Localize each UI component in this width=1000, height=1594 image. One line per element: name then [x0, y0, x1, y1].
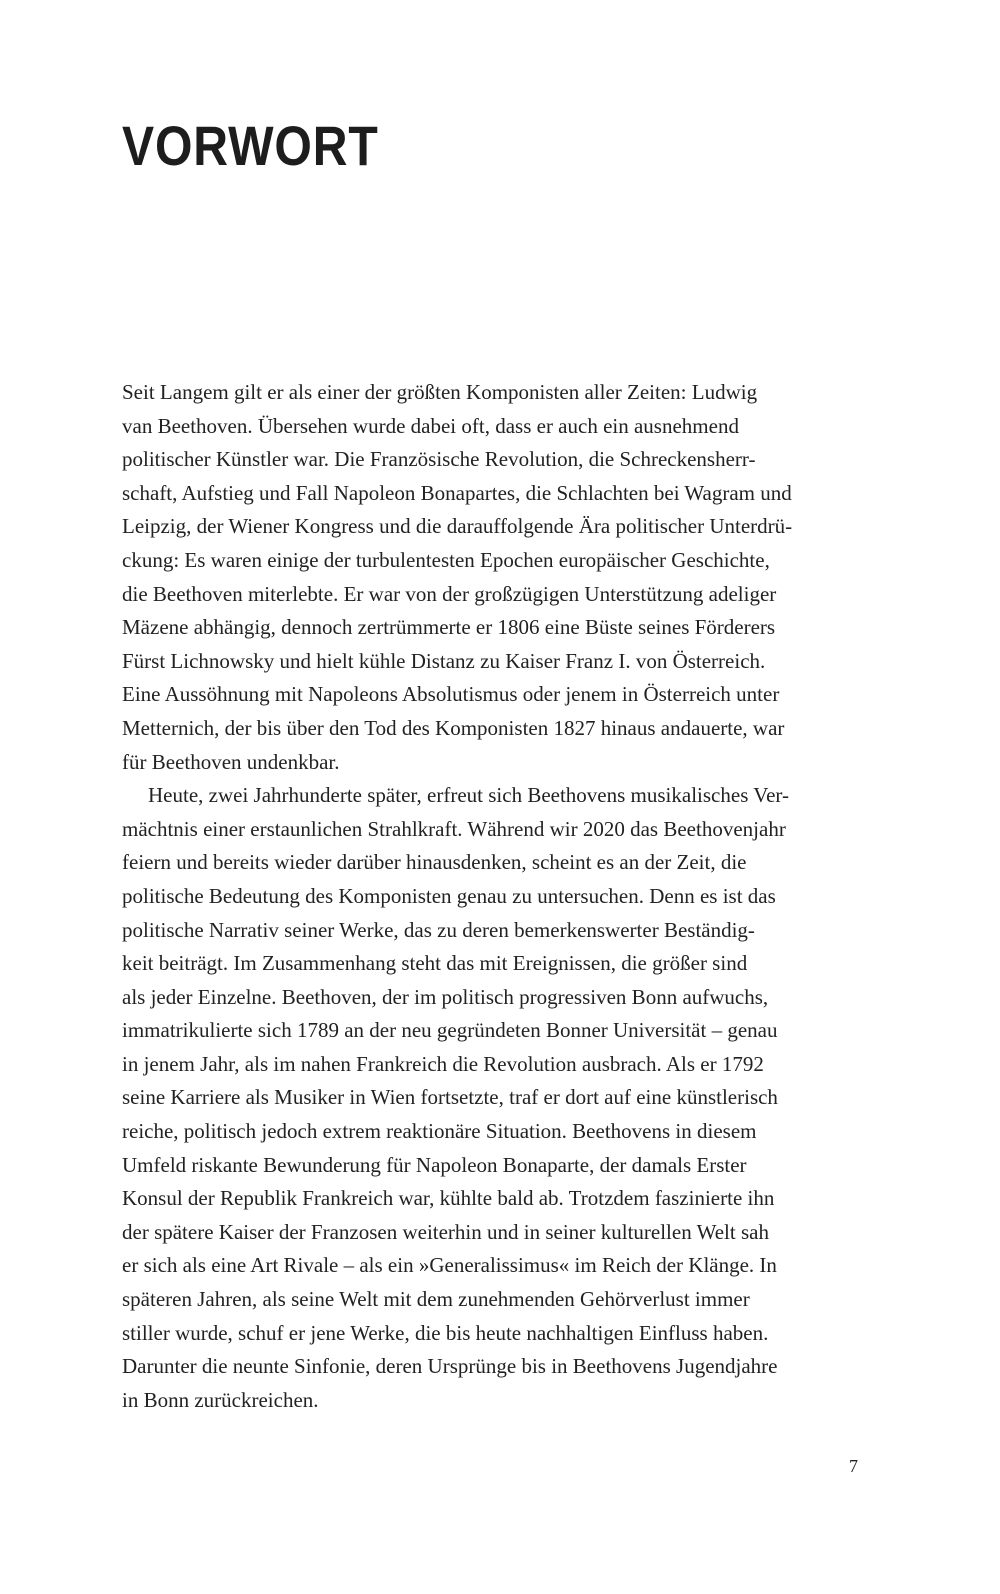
text-line: Leipzig, der Wiener Kongress und die darauffolgende Ära politischer Unterdrü- — [122, 514, 793, 539]
page-number: 7 — [849, 1456, 858, 1476]
body-text — [122, 376, 860, 1417]
text-line: schaft, Aufstieg und Fall Napoleon Bonapartes, die Schlachten bei Wagram und — [122, 480, 792, 505]
text-line: für Beethoven undenkbar. — [122, 749, 340, 774]
text-line: reiche, politisch jedoch extrem reaktionäre Situation. Beethovens in diesem — [122, 1119, 757, 1144]
text-line: Eine Aussöhnung mit Napoleons Absolutismus oder jenem in Österreich unter — [122, 682, 780, 707]
text-line: die Beethoven miterlebte. Er war von der großzügigen Unterstützung adeliger — [122, 581, 777, 606]
text-line: Heute, zwei Jahrhunderte später, erfreut sich Beethovens musikalisches Ver- — [148, 783, 789, 808]
text-line: Umfeld riskante Bewunderung für Napoleon Bonaparte, der damals Erster — [122, 1152, 747, 1177]
text-line: politischer Künstler war. Die Französische Revolution, die Schreckensherr- — [122, 447, 756, 472]
text-line: immatrikulierte sich 1789 an der neu gegründeten Bonner Universität – genau — [122, 1018, 778, 1043]
text-line: stiller wurde, schuf er jene Werke, die bis heute nachhaltigen Einfluss haben. — [122, 1320, 769, 1345]
text-line: Fürst Lichnowsky und hielt kühle Distanz zu Kaiser Franz I. von Österreich. — [122, 648, 766, 673]
text-line: politische Narrativ seiner Werke, das zu deren bemerkenswerter Beständig- — [122, 917, 755, 942]
text-line: ckung: Es waren einige der turbulentesten Epochen europäischer Geschichte, — [122, 547, 770, 572]
chapter-title: VORWORT — [122, 114, 379, 177]
text-line: feiern und bereits wieder darüber hinausdenken, scheint es an der Zeit, die — [122, 850, 747, 875]
text-line: späteren Jahren, als seine Welt mit dem zunehmenden Gehörverlust immer — [122, 1287, 750, 1312]
text-line: Seit Langem gilt er als einer der größten Komponisten aller Zeiten: Ludwig — [122, 380, 758, 404]
text-line: der spätere Kaiser der Franzosen weiterhin und in seiner kulturellen Welt sah — [122, 1219, 769, 1244]
text-line: als jeder Einzelne. Beethoven, der im politisch progressiven Bonn aufwuchs, — [122, 984, 769, 1009]
text-line: Mäzene abhängig, dennoch zertrümmerte er 1806 eine Büste seines Förderers — [122, 615, 776, 640]
text-line: Darunter die neunte Sinfonie, deren Ursprünge bis in Beethovens Jugendjahre — [122, 1354, 778, 1379]
text-line: van Beethoven. Übersehen wurde dabei oft, dass er auch ein ausnehmend — [122, 413, 739, 438]
text-line: in Bonn zurückreichen. — [122, 1387, 319, 1412]
text-line: keit beiträgt. Im Zusammenhang steht das mit Ereignissen, die größer sind — [122, 951, 748, 976]
text-line: Metternich, der bis über den Tod des Komponisten 1827 hinaus andauerte, war — [122, 715, 785, 740]
text-line: seine Karriere als Musiker in Wien fortsetzte, traf er dort auf eine künstlerisch — [122, 1085, 778, 1110]
text-line: politische Bedeutung des Komponisten genau zu untersuchen. Denn es ist das — [122, 883, 776, 908]
text-line: in jenem Jahr, als im nahen Frankreich die Revolution ausbrach. Als er 1792 — [122, 1051, 764, 1076]
text-line: er sich als eine Art Rivale – als ein »Generalissimus« im Reich der Klänge. In — [122, 1253, 777, 1278]
text-line: mächtnis einer erstaunlichen Strahlkraft. Während wir 2020 das Beethovenjahr — [122, 816, 786, 841]
text-line: Konsul der Republik Frankreich war, kühlte bald ab. Trotzdem faszinierte ihn — [122, 1186, 775, 1211]
